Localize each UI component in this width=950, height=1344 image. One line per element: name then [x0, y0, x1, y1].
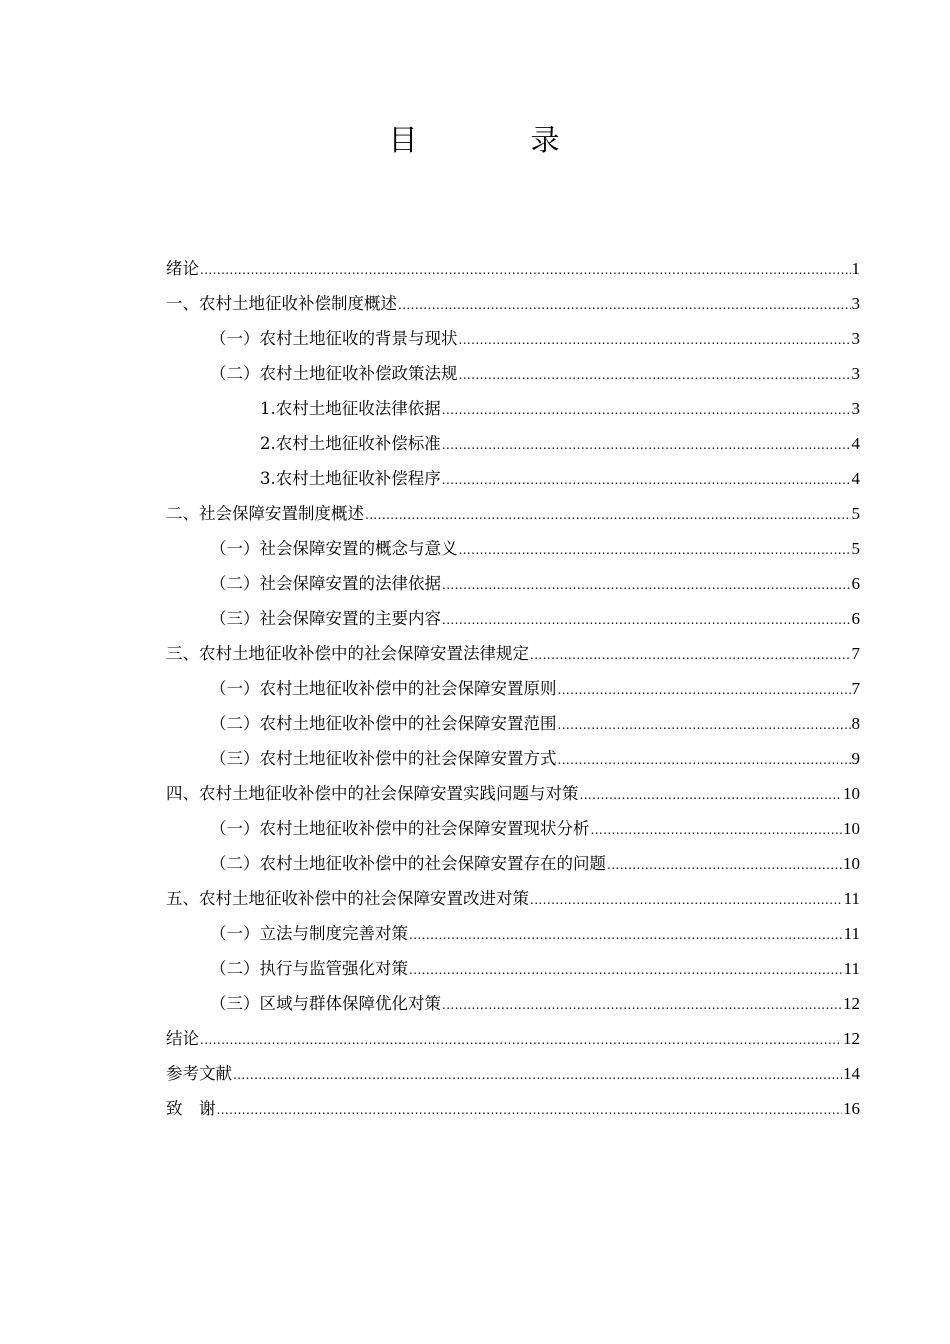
- toc-entry-label: （二）执行与监管强化对策: [210, 959, 408, 978]
- toc-entry[interactable]: [166, 741, 860, 776]
- toc-page-number: 8: [851, 714, 860, 733]
- toc-entry[interactable]: [166, 706, 860, 741]
- toc-page-number: 16: [843, 1099, 860, 1118]
- toc-entry[interactable]: [166, 811, 860, 846]
- toc-dot-leader: [442, 463, 851, 498]
- toc-page-number: 14: [843, 1064, 860, 1083]
- toc-page-number: 10: [843, 784, 860, 803]
- toc-page-number: 12: [843, 994, 860, 1013]
- toc-entry-label: （二）农村土地征收补偿中的社会保障安置存在的问题: [210, 854, 606, 873]
- toc-page-number: 3: [851, 329, 860, 348]
- toc-entry-label: 2.农村土地征收补偿标准: [260, 434, 441, 453]
- toc-entry-label: （二）农村土地征收补偿政策法规: [210, 364, 458, 383]
- toc-entry-label: 致 谢: [166, 1099, 216, 1118]
- toc-dot-leader: [558, 743, 851, 778]
- toc-entry[interactable]: [166, 1056, 860, 1091]
- toc-entry-label: 三、农村土地征收补偿中的社会保障安置法律规定: [166, 644, 529, 663]
- toc-page-number: 11: [843, 924, 860, 943]
- toc-page-number: 7: [851, 679, 860, 698]
- toc-entry-label: （三）社会保障安置的主要内容: [210, 609, 441, 628]
- toc-dot-leader: [409, 953, 843, 988]
- toc-page-number: 3: [851, 364, 860, 383]
- toc-entry[interactable]: [166, 916, 860, 951]
- toc-dot-leader: [365, 498, 851, 533]
- toc-dot-leader: [442, 428, 851, 463]
- toc-entry[interactable]: [166, 881, 860, 916]
- toc-entry-label: （三）农村土地征收补偿中的社会保障安置方式: [210, 749, 557, 768]
- toc-entry-label: （二）农村土地征收补偿中的社会保障安置范围: [210, 714, 557, 733]
- toc-entry-label: 一、农村土地征收补偿制度概述: [166, 294, 397, 313]
- toc-dot-leader: [459, 533, 851, 568]
- toc-page-number: 10: [843, 819, 860, 838]
- toc-entry[interactable]: [166, 356, 860, 391]
- toc-page-number: 11: [843, 959, 860, 978]
- toc-entry-label: 结论: [166, 1029, 199, 1048]
- table-of-contents: [166, 251, 860, 1126]
- toc-dot-leader: [530, 638, 851, 673]
- toc-dot-leader: [398, 288, 851, 323]
- toc-entry-label: （一）立法与制度完善对策: [210, 924, 408, 943]
- toc-page-number: 1: [851, 259, 860, 278]
- toc-entry[interactable]: [166, 251, 860, 286]
- toc-page-number: 4: [851, 434, 860, 453]
- toc-page-number: 6: [851, 609, 860, 628]
- toc-entry-label: （二）社会保障安置的法律依据: [210, 574, 441, 593]
- toc-entry[interactable]: [166, 531, 860, 566]
- toc-page-number: 10: [843, 854, 860, 873]
- toc-entry-label: 四、农村土地征收补偿中的社会保障安置实践问题与对策: [166, 784, 579, 803]
- toc-entry-label: 3.农村土地征收补偿程序: [260, 469, 441, 488]
- toc-dot-leader: [442, 393, 851, 428]
- toc-page-number: 4: [851, 469, 860, 488]
- toc-entry[interactable]: [166, 1021, 860, 1056]
- toc-entry[interactable]: [166, 636, 860, 671]
- toc-dot-leader: [459, 323, 851, 358]
- toc-page-number: 11: [843, 889, 860, 908]
- toc-entry[interactable]: [166, 601, 860, 636]
- toc-page-number: 5: [851, 504, 860, 523]
- toc-entry[interactable]: [166, 566, 860, 601]
- toc-page-number: 7: [851, 644, 860, 663]
- toc-dot-leader: [530, 883, 843, 918]
- toc-entry-label: （一）农村土地征收的背景与现状: [210, 329, 458, 348]
- toc-dot-leader: [459, 358, 851, 393]
- page-title: 目 录: [388, 123, 602, 157]
- toc-entry[interactable]: [166, 986, 860, 1021]
- toc-entry-label: （一）农村土地征收补偿中的社会保障安置现状分析: [210, 819, 590, 838]
- toc-entry[interactable]: [166, 461, 860, 496]
- toc-entry[interactable]: [166, 951, 860, 986]
- toc-dot-leader: [442, 988, 842, 1023]
- toc-entry-label: （一）农村土地征收补偿中的社会保障安置原则: [210, 679, 557, 698]
- toc-entry[interactable]: [166, 496, 860, 531]
- toc-page-number: 5: [851, 539, 860, 558]
- toc-dot-leader: [607, 848, 842, 883]
- toc-dot-leader: [558, 708, 851, 743]
- toc-dot-leader: [442, 603, 851, 638]
- toc-entry-label: 参考文献: [166, 1064, 232, 1083]
- toc-page-number: 3: [851, 294, 860, 313]
- toc-dot-leader: [409, 918, 843, 953]
- toc-entry[interactable]: [166, 846, 860, 881]
- toc-dot-leader: [200, 253, 851, 288]
- toc-entry-label: （三）区域与群体保障优化对策: [210, 994, 441, 1013]
- toc-dot-leader: [442, 568, 851, 603]
- toc-dot-leader: [580, 778, 843, 813]
- toc-entry-label: （一）社会保障安置的概念与意义: [210, 539, 458, 558]
- toc-entry[interactable]: [166, 426, 860, 461]
- toc-entry[interactable]: [166, 1091, 860, 1126]
- toc-entry-label: 绪论: [166, 259, 199, 278]
- toc-dot-leader: [217, 1093, 843, 1128]
- toc-entry[interactable]: [166, 776, 860, 811]
- toc-dot-leader: [558, 673, 851, 708]
- toc-dot-leader: [591, 813, 843, 848]
- toc-entry-label: 二、社会保障安置制度概述: [166, 504, 364, 523]
- toc-page-number: 6: [851, 574, 860, 593]
- toc-entry[interactable]: [166, 391, 860, 426]
- toc-entry[interactable]: [166, 286, 860, 321]
- toc-entry-label: 五、农村土地征收补偿中的社会保障安置改进对策: [166, 889, 529, 908]
- toc-entry[interactable]: [166, 321, 860, 356]
- toc-page-number: 3: [851, 399, 860, 418]
- toc-entry-label: 1.农村土地征收法律依据: [260, 399, 441, 418]
- toc-entry[interactable]: [166, 671, 860, 706]
- toc-dot-leader: [233, 1058, 842, 1093]
- toc-dot-leader: [200, 1023, 842, 1058]
- toc-page-number: 9: [851, 749, 860, 768]
- toc-page-number: 12: [843, 1029, 860, 1048]
